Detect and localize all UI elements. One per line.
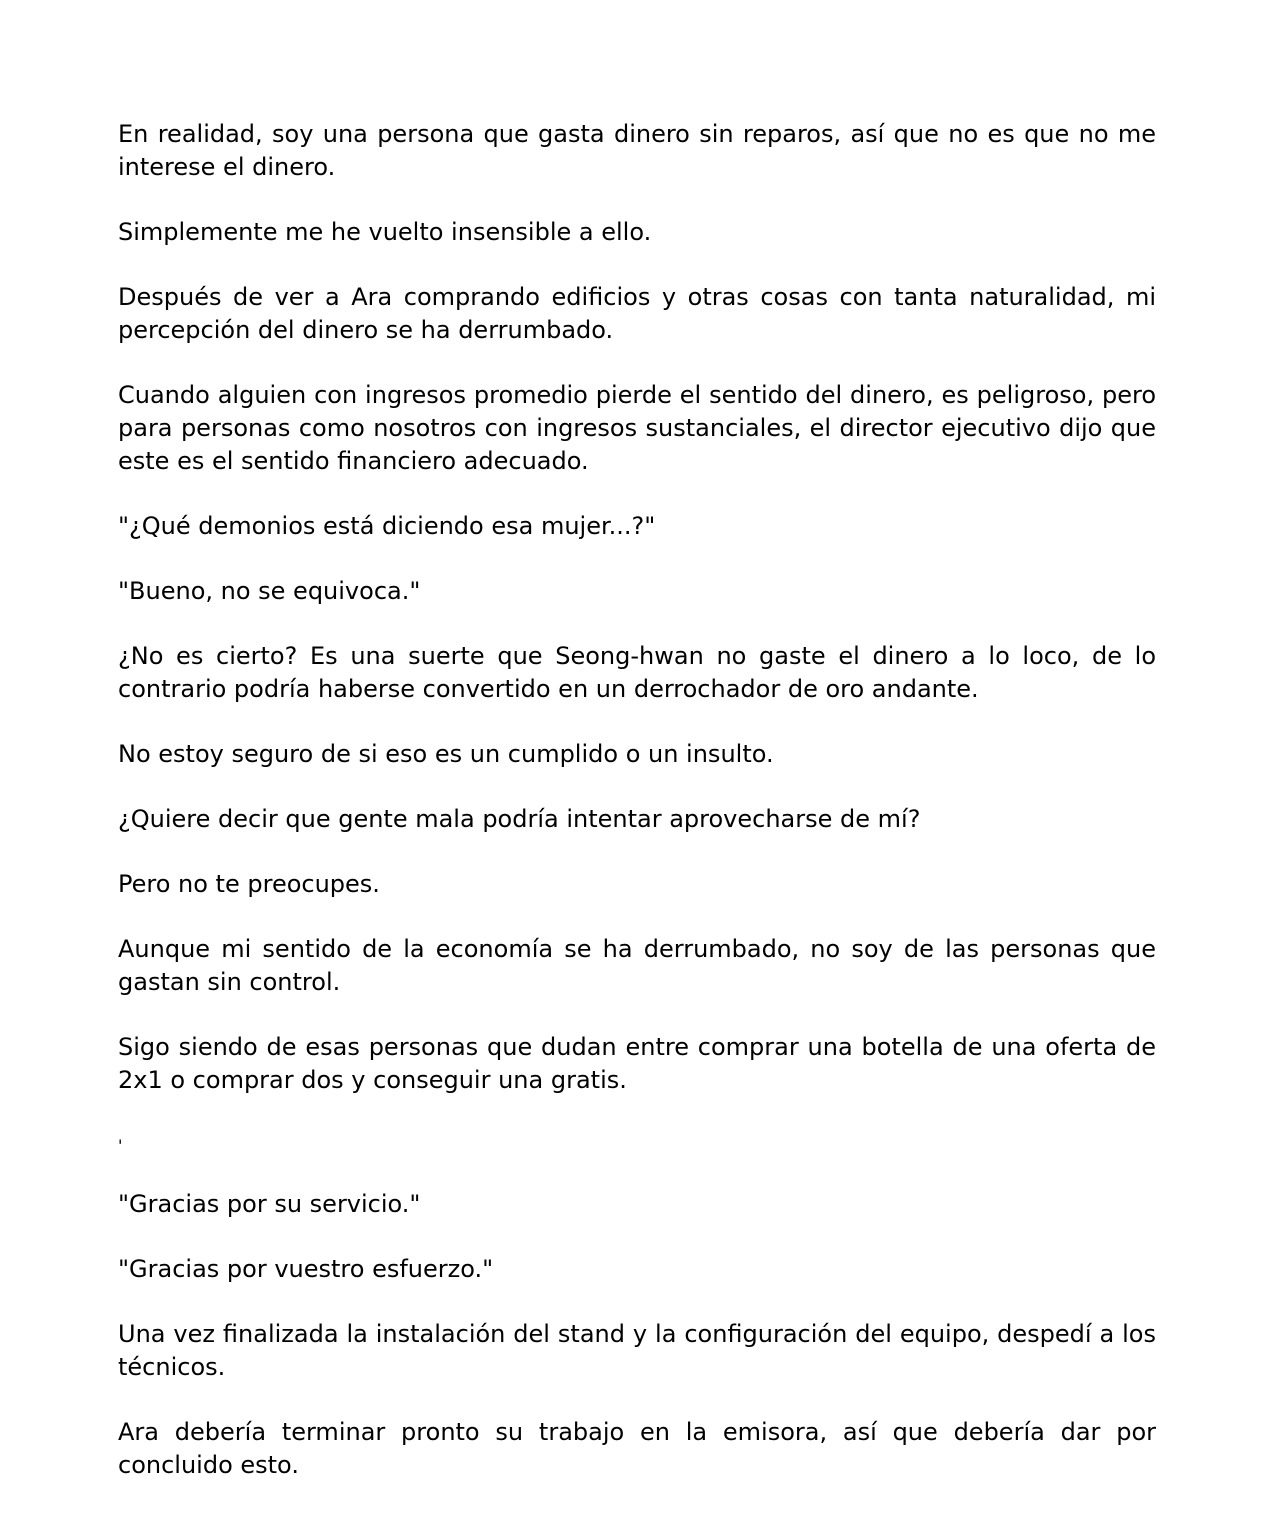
- document-page: [118, 118, 1156, 1514]
- paragraph: Aunque mi sentido de la economía se ha derrumbado, no soy de las personas que gastan sin control.: [118, 935, 1156, 996]
- paragraph: Cuando alguien con ingresos promedio pierde el sentido del dinero, es peligroso, pero para personas como nosotros con ingresos sustanciales, el director ejecutivo dijo que este es el sentido financiero adecuado.: [118, 381, 1156, 475]
- stray-mark: ': [118, 1136, 123, 1155]
- paragraph: Después de ver a Ara comprando edificios y otras cosas con tanta naturalidad, mi percepción del dinero se ha derrumbado.: [118, 283, 1156, 344]
- paragraph: Una vez finalizada la instalación del stand y la configuración del equipo, despedí a los técnicos.: [118, 1320, 1156, 1381]
- paragraph: "Bueno, no se equivoca.": [118, 577, 421, 605]
- paragraph: Simplemente me he vuelto insensible a ello.: [118, 218, 652, 246]
- paragraph: ¿Quiere decir que gente mala podría intentar aprovecharse de mí?: [118, 805, 921, 833]
- paragraph: "Gracias por vuestro esfuerzo.": [118, 1255, 494, 1283]
- paragraph: Pero no te preocupes.: [118, 870, 380, 898]
- paragraph: "Gracias por su servicio.": [118, 1190, 421, 1218]
- paragraph: Sigo siendo de esas personas que dudan entre comprar una botella de una oferta de 2x1 o comprar dos y conseguir una gratis.: [118, 1033, 1156, 1094]
- paragraph: Ara debería terminar pronto su trabajo en la emisora, así que debería dar por concluido esto.: [118, 1418, 1156, 1479]
- paragraph: En realidad, soy una persona que gasta dinero sin reparos, así que no es que no me interese el dinero.: [118, 120, 1156, 181]
- paragraph: ¿No es cierto? Es una suerte que Seong-hwan no gaste el dinero a lo loco, de lo contrario podría haberse convertido en un derrochador de oro andante.: [118, 642, 1156, 703]
- paragraph: No estoy seguro de si eso es un cumplido o un insulto.: [118, 740, 774, 768]
- paragraph: "¿Qué demonios está diciendo esa mujer...?": [118, 512, 656, 540]
